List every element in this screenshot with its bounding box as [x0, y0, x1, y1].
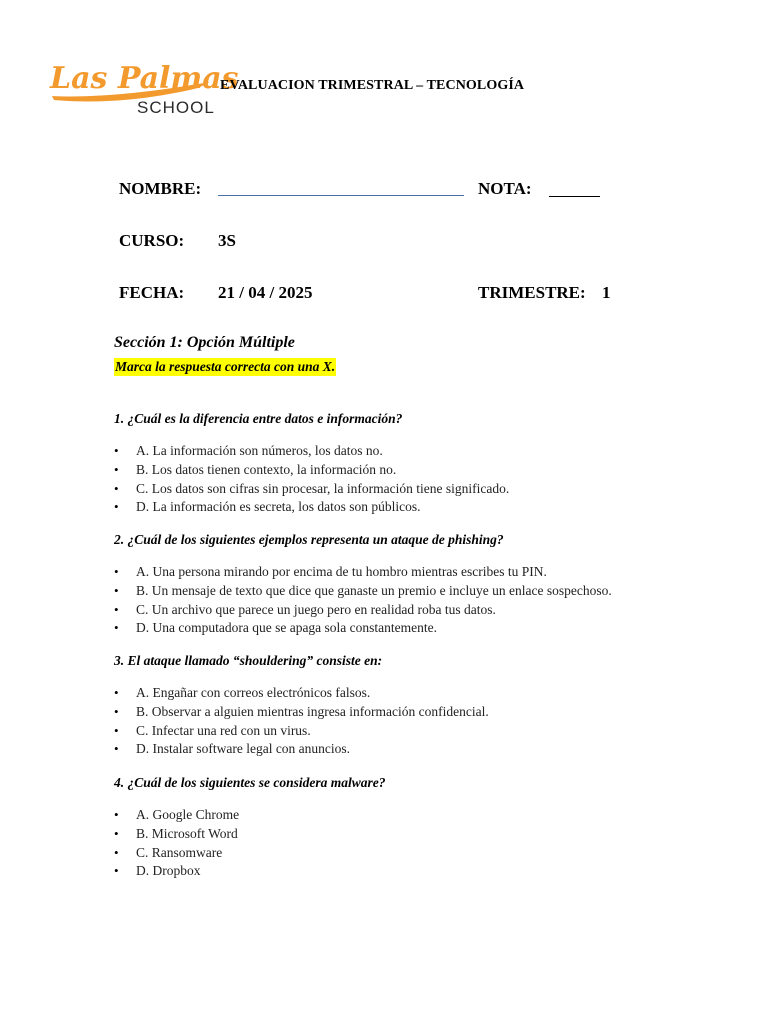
- option-text: A. Engañar con correos electrónicos falsos.: [136, 685, 371, 700]
- option-item: [114, 619, 612, 638]
- option-item: [114, 461, 509, 480]
- fecha-value: 21 / 04 / 2025: [218, 283, 313, 302]
- question-4-options: [114, 806, 239, 881]
- question-1-options: [114, 442, 509, 517]
- bullet-icon: •: [114, 582, 119, 598]
- option-item: [114, 740, 489, 759]
- option-item: [114, 563, 612, 582]
- logo-text-sub: SCHOOL: [137, 98, 215, 117]
- bullet-icon: •: [114, 703, 119, 719]
- option-text: B. Los datos tienen contexto, la información no.: [136, 461, 397, 477]
- bullet-icon: •: [114, 480, 119, 496]
- option-item: [114, 806, 239, 825]
- option-text: D. La información es secreta, los datos son públicos.: [136, 499, 421, 515]
- option-item: [114, 684, 489, 703]
- nombre-label: NOMBRE:: [119, 179, 202, 198]
- nota-field: [549, 196, 600, 197]
- question-3-options: [114, 684, 489, 759]
- option-item: [114, 442, 509, 461]
- bullet-icon: •: [114, 741, 119, 757]
- option-text: C. Ransomware: [136, 844, 223, 860]
- question-3: 3. El ataque llamado “shouldering” consiste en:: [114, 653, 383, 668]
- bullet-icon: •: [114, 443, 119, 458]
- option-item: [114, 862, 239, 881]
- option-item: [114, 703, 489, 722]
- option-text: B. Un mensaje de texto que dice que ganaste un premio e incluye un enlace sospechoso.: [136, 582, 612, 598]
- option-text: B. Microsoft Word: [136, 825, 238, 841]
- nombre-field: [218, 195, 464, 196]
- question-4: 4. ¿Cuál de los siguientes se considera malware?: [114, 775, 386, 790]
- bullet-icon: •: [114, 825, 119, 841]
- bullet-icon: •: [114, 499, 119, 515]
- option-text: C. Los datos son cifras sin procesar, la información tiene significado.: [136, 480, 510, 496]
- option-item: [114, 582, 612, 601]
- bullet-icon: •: [114, 722, 119, 738]
- trimestre-value: 1: [602, 283, 611, 302]
- question-2: 2. ¿Cuál de los siguientes ejemplos representa un ataque de phishing?: [114, 532, 504, 547]
- option-text: A. La información son números, los datos no.: [136, 443, 383, 458]
- bullet-icon: •: [114, 601, 119, 617]
- option-text: D. Una computadora que se apaga sola constantemente.: [136, 620, 438, 636]
- option-text: A. Google Chrome: [136, 807, 240, 822]
- option-item: [114, 722, 489, 741]
- trimestre-label: TRIMESTRE:: [478, 283, 586, 302]
- nota-label: NOTA:: [478, 179, 532, 198]
- option-text: C. Infectar una red con un virus.: [136, 722, 311, 738]
- question-1: 1. ¿Cuál es la diferencia entre datos e información?: [114, 411, 403, 426]
- curso-label: CURSO:: [119, 231, 185, 250]
- option-item: [114, 498, 509, 517]
- bullet-icon: •: [114, 685, 119, 700]
- page-title: EVALUACION TRIMESTRAL – TECNOLOGÍA: [220, 78, 525, 93]
- option-item: [114, 480, 509, 499]
- option-text: A. Una persona mirando por encima de tu hombro mientras escribes tu PIN.: [136, 564, 547, 579]
- option-item: [114, 601, 612, 620]
- bullet-icon: •: [114, 844, 119, 860]
- option-text: D. Dropbox: [136, 863, 201, 879]
- section-title: Sección 1: Opción Múltiple: [114, 334, 295, 351]
- fecha-label: FECHA:: [119, 283, 185, 302]
- option-item: [114, 844, 239, 863]
- school-logo: [48, 58, 239, 118]
- bullet-icon: •: [114, 863, 119, 879]
- option-text: B. Observar a alguien mientras ingresa información confidencial.: [136, 703, 489, 719]
- bullet-icon: •: [114, 461, 119, 477]
- option-text: C. Un archivo que parece un juego pero en realidad roba tus datos.: [136, 601, 496, 617]
- question-2-options: [114, 563, 612, 638]
- logo-text-main: Las Palmas: [50, 61, 239, 96]
- option-item: [114, 825, 239, 844]
- instruction-highlight: Marca la respuesta correcta con una X.: [115, 359, 336, 374]
- bullet-icon: •: [114, 564, 119, 579]
- option-text: D. Instalar software legal con anuncios.: [136, 741, 351, 757]
- bullet-icon: •: [114, 807, 119, 822]
- bullet-icon: •: [114, 620, 119, 636]
- curso-value: 3S: [218, 231, 236, 250]
